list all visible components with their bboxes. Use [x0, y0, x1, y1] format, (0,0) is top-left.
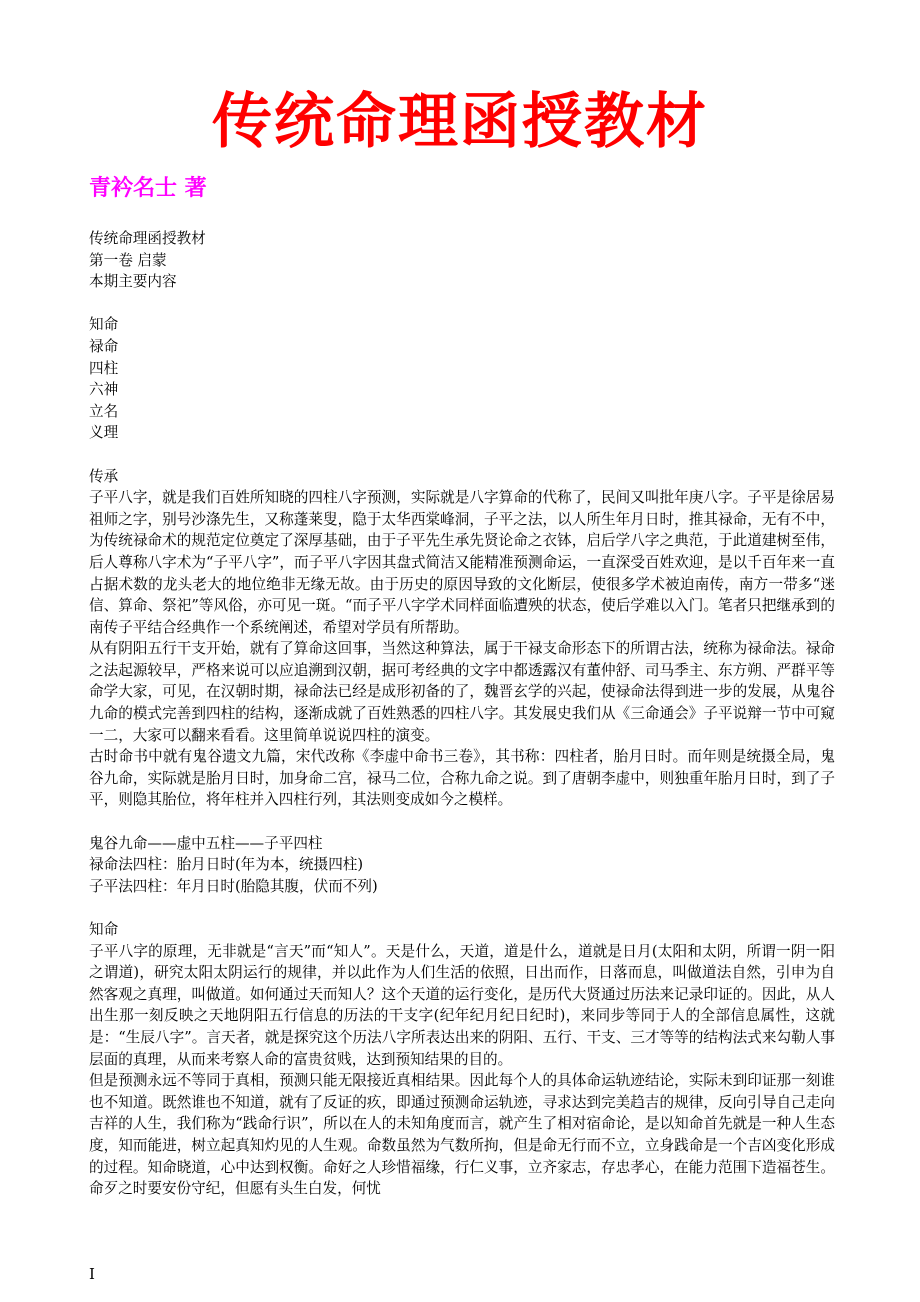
page-title: 传统命理函授教材	[212, 87, 708, 157]
page-number: I	[89, 1265, 95, 1283]
paragraph: 子平八字的原理，无非就是“言天”而“知人”。天是什么，天道，道是什么，道就是日月(太阳和太阴，所谓一阴一阳之谓道)，研究太阳太阴运行的规律，并以此作为人们生活的依照，日出而作，日落而息，叫做道法自然，引申为自然客观之真理，叫做道。如何通过天而知人？这个天道的运行变化，是历代大贤通过历法来记录印证的。因此，从人出生那一刻反映之天地阴阳五行信息的历法的干支字(纪年纪月纪日纪时)，来同步等同于人的全部信息属性，这就是：“生辰八字”。言天者，就是探究这个历法八字所表达出来的阴阳、五行、干支、三才等等的结构法式来勾勒人事层面的真理，从而来考察人命的富贵贫贱，达到预知结果的目的。	[89, 942, 835, 1068]
contents-item: 立名	[89, 402, 119, 420]
contents-item: 知命	[89, 316, 119, 334]
section-heading-chuancheng: 传承	[89, 467, 119, 485]
paragraph: 古时命书中就有鬼谷遗文九篇，宋代改称《李虚中命书三卷》，其书称：四柱者，胎月日时。而年则是统摄全局，鬼谷九命，实际就是胎月日时，加身命二宫，禄马二位，合称九命之说。到了唐朝李虚中，则独重年胎月日时，到了子平，则隐其胎位，将年柱并入四柱行列，其法则变成如今之模样。	[89, 748, 835, 809]
spacer	[89, 811, 835, 833]
spacer	[89, 444, 835, 466]
contents-item: 四柱	[89, 359, 119, 377]
contents-item: 六神	[89, 381, 119, 399]
evolution-line: 子平法四柱：年月日时(胎隐其腹，伏而不列)	[89, 877, 378, 895]
header-line: 传统命理函授教材	[89, 230, 206, 247]
paragraph: 子平八字，就是我们百姓所知晓的四柱八字预测，实际就是八字算命的代称了，民间又叫批年庚八字。子平是徐居易祖师之字，别号沙涤先生，又称蓬莱叟，隐于太华西棠峰洞，子平之法，以人所生年月日时，推其禄命，无有不中，为传统禄命术的规范定位奠定了深厚基础，由于子平先生承先贤论命之衣钵，启后学八字之典范，于此道建树至伟，后人尊称八字术为“子平八字”，而子平八字因其盘式简洁又能精准预测命运，一直深受百姓欢迎，是以千百年来一直占据术数的龙头老大的地位绝非无缘无故。由于历史的原因导致的文化断层，使很多学术被迫南传，南方一带多“迷信、算命、祭祀”等风俗，亦可见一斑。“而子平八字学术同样面临遭殃的状态，使后学难以入门。笔者只把继承到的南传子平结合经典作一个系统阐述，希望对学员有所帮助。	[89, 489, 835, 636]
header-line: 本期主要内容	[89, 273, 177, 291]
contents-item: 义理	[89, 424, 119, 442]
contents-item: 禄命	[89, 337, 119, 355]
paragraph: 但是预测永远不等同于真相，预测只能无限接近真相结果。因此每个人的具体命运轨迹结论，实际未到印证那一刻谁也不知道。既然谁也不知道，就有了反证的疚，即通过预测命运轨迹，寻求达到完美趋吉的规律，反向引导自己走向吉祥的人生，我们称为“践命行识”，所以在人的未知角度而言，就产生了相对宿命论，是以知命首先就是一种人生态度，知而能进，树立起真知灼见的人生观。命数虽然为气数所拘，但是命无行而不立，立身践命是一个吉凶变化形成的过程。知命晓道，心中达到权衡。命好之人珍惜福缘，行仁义事，立齐家志，存忠孝心，在能力范围下造福苍生。命歹之时要安份守纪，但愿有头生白发，何忧	[89, 1072, 835, 1198]
document-body	[89, 228, 835, 1200]
paragraph: 从有阴阳五行干支开始，就有了算命这回事，当然这种算法，属于干禄支命形态下的所谓古法，统称为禄命法。禄命之法起源较早，严格来说可以应追溯到汉朝，据可考经典的文字中都透露汉有董仲舒、司马季主、东方朔、严群平等命学大家，可见，在汉朝时期，禄命法已经是成形初备的了，魏晋玄学的兴起，使禄命法得到进一步的发展，从鬼谷九命的模式完善到四柱的结构，逐渐成就了百姓熟悉的四柱八字。其发展史我们从《三命通会》子平说辩一节中可窥一二，大家可以翻来看看。这里简单说说四柱的演变。	[89, 640, 835, 744]
spacer	[89, 293, 835, 315]
spacer	[89, 897, 835, 919]
evolution-line: 鬼谷九命——虚中五柱——子平四柱	[89, 834, 323, 852]
evolution-line: 禄命法四柱：胎月日时(年为本，统摄四柱)	[89, 856, 364, 874]
header-line: 第一卷 启蒙	[89, 251, 167, 269]
author-line: 青衿名士 著	[89, 176, 207, 201]
section-heading-zhiming: 知命	[89, 921, 119, 938]
